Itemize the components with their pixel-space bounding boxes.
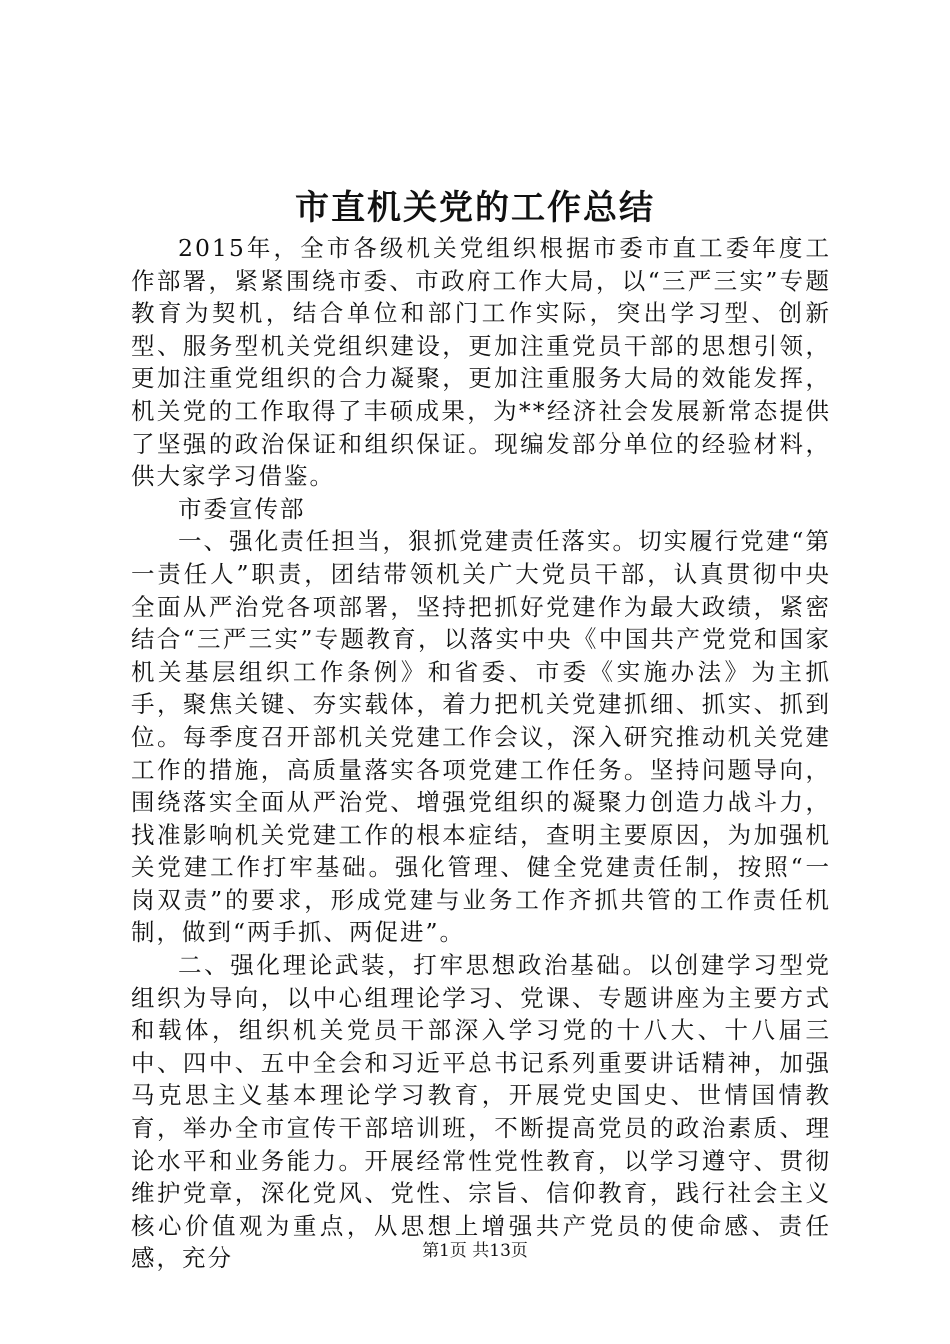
paragraph-section-1: 一、强化责任担当，狠抓党建责任落实。切实履行党建“第一责任人”职责，团结带领机关广大党员干部，认真贯彻中央全面从严治党各项部署，坚持把抓好党建作为最大政绩，紧密结合“三严三实”专题教育，以落实中央《中国共产党党和国家机关基层组织工作条例》和省委、市委《实施办法》为主抓手，聚焦关键、夯实载体，着力把机关党建抓细、抓实、抓到位。每季度召开部机关党建工作会议，深入研究推动机关党建工作的措施，高质量落实各项党建工作任务。坚持问题导向，围绕落实全面从严治党、增强党组织的凝聚力创造力战斗力，找准影响机关党建工作的根本症结，查明主要原因，为加强机关党建工作打牢基础。强化管理、健全党建责任制，按照“一岗双责”的要求，形成党建与业务工作齐抓共管的工作责任机制，做到“两手抓、两促进”。 xyxy=(131,527,831,947)
document-body xyxy=(131,232,831,1275)
paragraph-intro: 2015年，全市各级机关党组织根据市委市直工委年度工作部署，紧紧围绕市委、市政府工作大局，以“三严三实”专题教育为契机，结合单位和部门工作实际，突出学习型、创新型、服务型机关党组织建设，更加注重党员干部的思想引领，更加注重党组织的合力凝聚，更加注重服务大局的效能发挥，机关党的工作取得了丰硕成果，为**经济社会发展新常态提供了坚强的政治保证和组织保证。现编发部分单位的经验材料，供大家学习借鉴。 xyxy=(131,234,831,491)
document-title: 市直机关党的工作总结 xyxy=(295,188,655,228)
page-number: 第1页 共13页 xyxy=(422,1241,528,1261)
section-heading: 市委宣传部 xyxy=(178,494,306,523)
paragraph-section-2: 二、强化理论武装，打牢思想政治基础。以创建学习型党组织为导向，以中心组理论学习、党课、专题讲座为主要方式和载体，组织机关党员干部深入学习党的十八大、十八届三中、四中、五中全会和习近平总书记系列重要讲话精神，加强马克思主义基本理论学习教育，开展党史国史、世情国情教育，举办全市宣传干部培训班，不断提高党员的政治素质、理论水平和业务能力。开展经常性党性教育，以学习遵守、贯彻维护党章，深化党风、党性、宗旨、信仰教育，践行社会主义核心价值观为重点，从思想上增强共产党员的使命感、责任感，充分 xyxy=(131,951,831,1273)
